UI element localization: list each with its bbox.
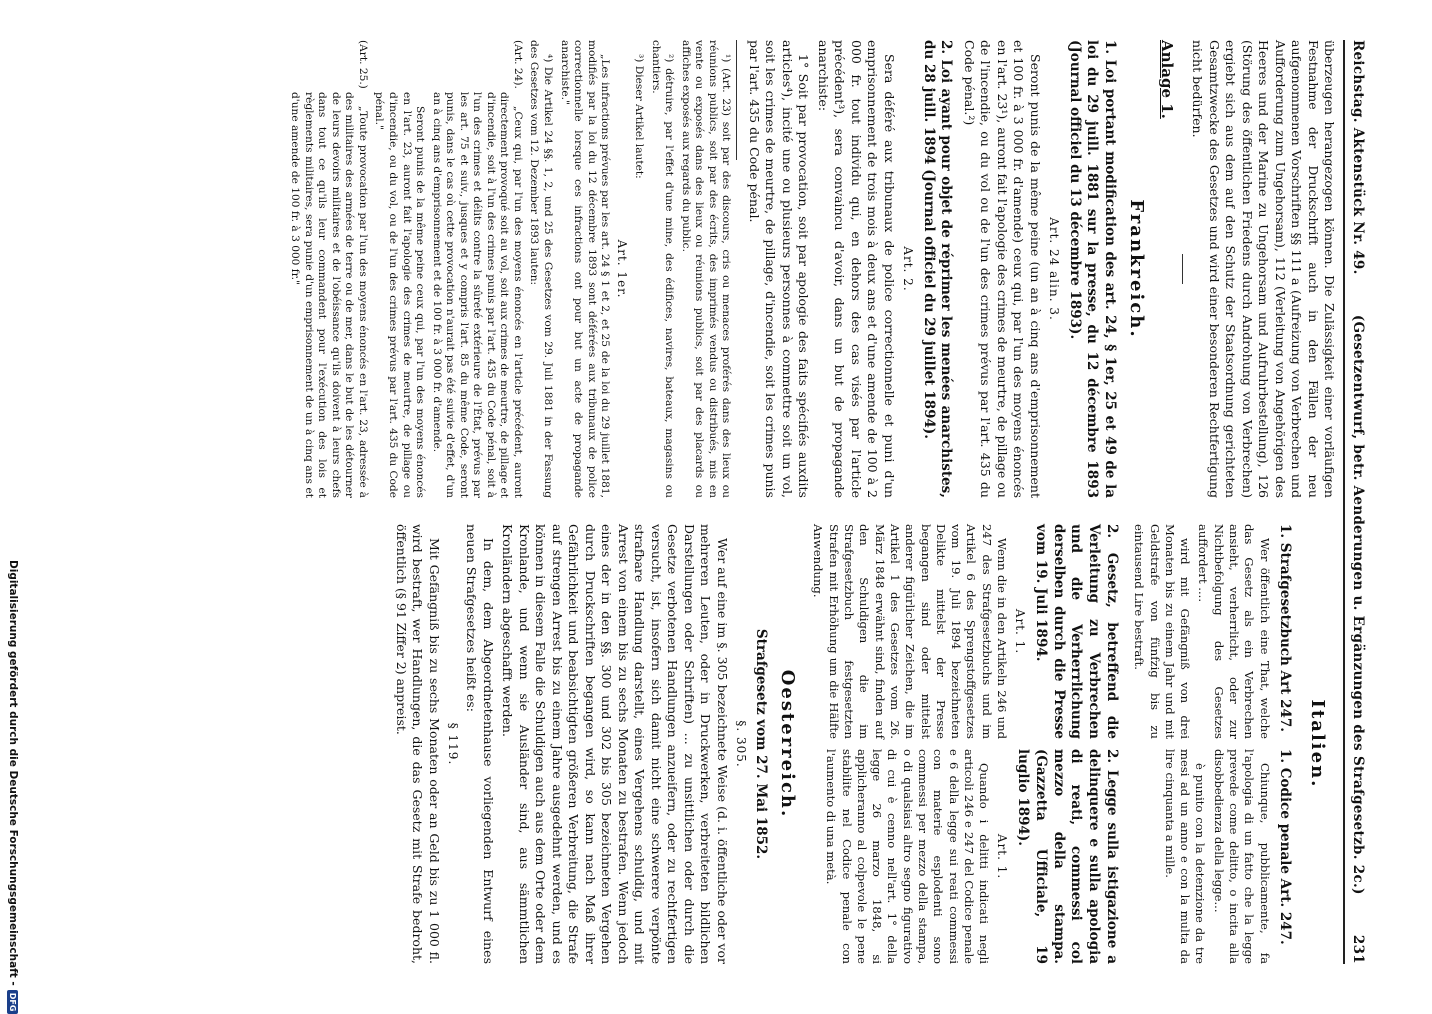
- footnote-4-text2: Seront punis de la même peine ceux qui, par l'un des moyens énoncés en l'art. 23, auront fait l'apologie des crimes de meurtre, de pillage ou d'incendie, ou du vol, ou de l'un des crimes prévus par l'art. 435 du Code pénal.": [373, 92, 427, 498]
- italien-heading: Italien.: [1307, 699, 1329, 789]
- italien-de1-text: Wer öffentlich eine That, welche das Gesetz als ein Verbrechen ansieht, verherrlicht, oder zur Nichtbefolgung des Gesetzes auffordert ....: [1196, 523, 1272, 739]
- italien-it1-text2: è punito con la detenzione da tre mesi ad un anno e con la multa da lire cinquanta a mille.: [1162, 749, 1208, 965]
- italien-de2-art: Art. 1.: [1012, 608, 1027, 655]
- footnote-3-art: Art. 1er.: [614, 239, 629, 299]
- intro-paragraph: überzeugen herangezogen können. Die Zulässigkeit einer vorläufigen Festnahme der Druckschrift auch in den Fällen der neu aufgenommenen Vorschriften §§ 111 a (Aufreizung von Verbrechen und Aufforderung zum Ungehorsam), 112 (Verleitung von Angehörigen des Heeres und der Marine zu Ungehorsam und Aufruhrbestellung), 126 (Störung des öffentlichen Friedens durch Androhung von Verbrechen) ergiebt sich aus dem auf den Schutz der Staatsordnung gerichteten Gesamtzwecke des Gesetzes und wird einer besonderen Rechtfertigung nicht bedürfen.: [1190, 40, 1338, 498]
- italien-it1-text: Chiunque, pubblicamente, fa l'apologia di un fatto che la legge prevede come delitto, o incita alla disobbedienza della legge...: [1211, 749, 1272, 965]
- oesterreich-p305: §. 305.: [733, 720, 748, 768]
- footnote-4-note: [369, 40, 524, 498]
- italien-italian-1: [1128, 749, 1299, 964]
- page-header: [1343, 40, 1366, 964]
- italien-de1-title: 1. Strafgesetzbuch Art 247.: [1277, 523, 1294, 732]
- oesterreich-subheading: Strafgesetz vom 27. Mai 1852.: [753, 628, 770, 860]
- footnotes: [285, 40, 733, 498]
- footnote-3-text: „Les infractions prévues par les art. 24 § 1 et 2, et 25 de la loi du 29 juillet 1881, modifiés par la loi du 12 décembre 1893 sont déférées aux tribunaux de police correctionnelle lorsque ces infractions ont pour but un acte de propagande anarchiste.": [558, 40, 612, 498]
- italien-it1-title: 1. Codice penale Art. 247.: [1277, 749, 1294, 945]
- footnote-5-label: (Art. 25.): [356, 40, 369, 89]
- anlage-title: Anlage 1.: [1157, 40, 1176, 119]
- right-column: [285, 524, 1338, 964]
- italien-pair-1: [1128, 524, 1299, 964]
- italien-de2-title: 2. Gesetz, betreffend die Verleitung zu Verbrechen und die Verherrlichung derselben durch die Presse vom 19. Juli 1894.: [1032, 523, 1120, 739]
- header-subject: (Gesetzentwurf, betr. Aenderungen u. Ergänzungen des Strafgesetzb. 2c.): [1350, 314, 1366, 895]
- italien-italian-2: [807, 749, 1126, 964]
- footnote-4-label: (Art. 24).: [511, 40, 524, 89]
- footnote-5-text: „Toute provocation par l'un des moyens énoncés en l'art. 23, adressée à des militaires des armées de terre ou de mer, dans le but de les détourner de leurs devoirs militaires et de l'obéissance qu'ils doivent à leurs chefs dans tout ce qu'ils leur commandent pour l'exécution des lois et règlements militaires, sera punie d'un emprisonnement de un à cinq ans et d'une amende de 100 fr. à 3 000 fr.": [289, 92, 369, 498]
- dfg-logo: DFG: [8, 990, 19, 1014]
- italien-german-1: [1128, 524, 1299, 739]
- footnote-5-note: [285, 40, 369, 498]
- oesterreich-p119: § 119.: [445, 722, 460, 766]
- frankreich-law2-title: 2. Loi ayant pour objet de réprimer les menées anarchistes, du 28 juill. 1894 (Journal officiel du 29 juillet 1894).: [920, 40, 955, 498]
- section-rule: [1182, 254, 1183, 284]
- footnote-1: ¹) (Art. 23) soit par des discours, cris ou menaces proférés dans des lieux ou réunions publics, soit par des écrits, des imprimés vendus ou distribués, mis en vente ou exposés dans des lieux ou réunions publics, soit par des placards ou affiches exposés aux regards du public.: [679, 40, 733, 498]
- oesterreich-intro: In dem, dem Abgeordnetenhause vorliegenden Entwurf eines neuen Strafgesetzes heißt es:: [464, 523, 496, 964]
- italien-de2-text: Wenn die in den Artikeln 246 und 247 des Strafgesetzbuchs und im Artikel 6 des Sprengstoffgesetzes vom 19. Juli 1894 bezeichneten Delikte mittelst der Presse begangen sind oder mittelst anderer figürlicher Zeichen, die im Artikel 1 des Gesetzes vom 26. März 1848 erwähnt sind, finden auf den Schuldigen die im Strafgesetzbuch festgesetzten Strafen mit Erhöhung um die Hälfte Anwendung.: [811, 523, 1010, 739]
- frankreich-art24: Art. 24 alin. 3.: [1046, 217, 1061, 321]
- frankreich-art2-text2: 1° Soit par provocation, soit par apologie des faits spécifiés auxdits articles⁴), incité une ou plusieurs personnes à commettre soit un vol, soit les crimes de meurtre, de pillage, d'incendie, soit les crimes punis par l'art. 435 du Code pénal.: [746, 40, 812, 498]
- italien-pair-2: [807, 524, 1126, 964]
- footnote-4-text: „Ceux qui, par l'un des moyens énoncés en l'article précédent, auront directement provoqué soit au vol, soit aux crimes de meurtre, de pillage et d'incendie, soit à l'un des crimes punis par l'art. 435 du Code pénal, soit à l'un des crimes et délits contre la sûreté extérieure de l'État, prévus par les art. 75 et suiv., jusques et y compris l'art. 85 du même Code, seront punis, dans le cas où cette provocation n'aurait pas été suivie d'effet, d'un an à cinq ans d'emprisonnement et de 100 fr. à 3 000 fr. d'amende.: [430, 92, 524, 498]
- frankreich-art2: Art. 2.: [900, 246, 915, 292]
- header-journal: Reichstag. Aktenstück Nr. 49.: [1350, 40, 1366, 275]
- digitization-credit: [2, 560, 24, 1012]
- frankreich-heading: Frankreich.: [1125, 199, 1147, 339]
- footnote-2: ²) détruire, par l'effet d'une mine, des édifices, navires, bateaux, magasins ou chantiers.: [649, 40, 676, 498]
- credit-text: Digitalisierung gefördert durch die Deutsche Forschungsgemeinschaft -: [7, 560, 19, 986]
- italien-it2-title: 2. Legge sulla istigazione a delinquere e sulla apologia di reati, commessi col mezzo della stampa. (Gazzetta Ufficiale, 19 luglio 1894).: [1014, 749, 1120, 965]
- frankreich-art24-text: Seront punis de la même peine (un an à cinq ans d'emprisonnement et 100 fr. à 3 000 fr. d'amende) ceux qui, par l'un des moyens énoncés en l'art. 23¹), auront fait l'apologie des crimes de meurtre, de pillage ou de l'incendie, ou du vol ou de l'un des crimes prévus par l'art. 435 du Code pénal.²): [961, 40, 1043, 498]
- left-column: [285, 40, 1338, 498]
- oesterreich-p305-text: Wer auf eine im §. 305 bezeichnete Weise (d. i. öffentliche oder vor mehreren Leuten, oder in Druckwerken, verbreiteten bildlichen Darstellungen oder Schriften) ... zu unsittlichen oder durch die Gesetze verbotenen Handlungen anzueifern, oder zu rechtfertigen versucht, ist, insofern sich damit nicht eine schwerere verpönte strafbare Handlung darstellt, eines Vergehens schuldig, und mit Arrest von einem bis zu sechs Monaten zu bestrafen. Wenn jedoch eines der in den §§. 300 und 302 bis 305 bezeichneten Vergehen durch Druckschriften begangen wird, so kann nach Maß ihrer Gefährlichkeit und beabsichtigten größeren Verbreitung, die Strafe auf strengen Arrest bis zu einem Jahre ausgedehnt werden, und es können in diesem Falle die Schuldigen auch aus dem Orte oder dem Kronlande, und wenn sie Ausländer sind, aus sämmtlichen Kronländern abgeschafft werden.: [500, 523, 730, 964]
- italien-it2-art: Art. 1.: [995, 833, 1010, 880]
- footnote-4: ⁴) Die Artikel 24 §§. 1, 2, und 25 des Gesetzes vom 29. Juli 1881 in der Fassung des Gesetzes vom 12. Dezember 1893 lauten:: [528, 40, 555, 498]
- oesterreich-p119-text: Mit Gefängniß bis zu sechs Monaten oder an Geld bis zu 1 000 fl. wird bestraft, wer Handlungen, die das Gesetz mit Strafe bedroht, öffentlich (§ 91 Ziffer 2) anpreist.: [393, 523, 442, 964]
- page-number: 231: [1350, 934, 1366, 964]
- frankreich-art2-text1: Sera déféré aux tribunaux de police correctionnelle et puni d'un emprisonnement de trois mois à deux ans et d'une amende de 100 à 2 000 fr. tout individu qui, en dehors des cas visés par l'article précédent³), sera convaincu d'avoir, dans un but de propagande anarchiste:: [815, 40, 897, 498]
- footnote-3: ³) Dieser Artikel lautet:: [633, 54, 646, 179]
- italien-it2-text: Quando i delitti indicati negli articoli 246 e 247 del Codice penale e 6 della legge sui reati commessi con materie esplodenti sono commessi per mezzo della stampa, o di qualsiasi altro segno figurativo di cui è cenno nell'art. 1° della legge 26 marzo 1848, si applicheranno al colpevole le pene stabilite nel Codice penale con l'aumento di una metà.: [824, 749, 992, 965]
- italien-german-2: [807, 524, 1126, 739]
- footnote-rule: [736, 40, 737, 160]
- italien-de1-text2: wird mit Gefängniß von drei Monaten bis zu einem Jahr und mit Geldstrafe von fünfzig bis zu eintausend Lire bestraft.: [1132, 523, 1193, 739]
- frankreich-law1-title: 1. Loi portant modification des art. 24, § 1er, 25 et 49 de la loi du 29 juill. 1881 sur la presse, du 12 décembre 1893 (Journal officiel du 13 décembre 1893).: [1066, 40, 1119, 498]
- oesterreich-heading: Oesterreich.: [777, 669, 799, 819]
